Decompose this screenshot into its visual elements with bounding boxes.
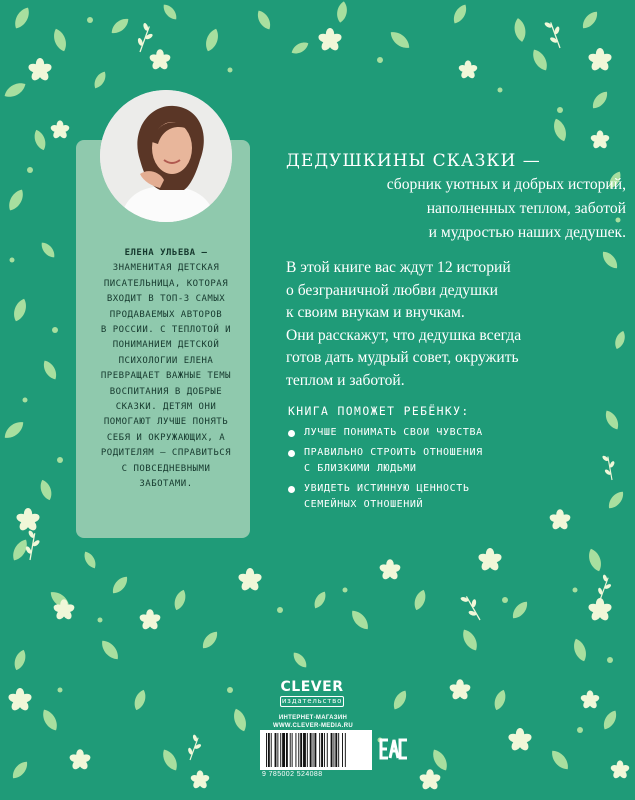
leaf-shape [529, 47, 550, 73]
leaf-shape [551, 117, 569, 143]
benefit-line: ЛУЧШЕ ПОНИМАТЬ СВОИ ЧУВСТВА [304, 427, 483, 438]
eac-certification-mark [379, 734, 409, 764]
bio-line: С ПОВСЕДНЕВНЫМИ [121, 463, 211, 474]
barcode-bar [282, 733, 285, 767]
leaf-shape [132, 688, 148, 712]
author-bio [88, 246, 244, 493]
barcode [260, 730, 372, 770]
publisher-logo-subtitle: издательство [281, 697, 343, 705]
barcode-bar [275, 733, 277, 767]
barcode-bar [280, 733, 281, 767]
flower-shape [27, 58, 52, 82]
leaf-shape [290, 40, 311, 57]
barcode-bar [290, 733, 291, 767]
leaf-shape [9, 759, 30, 782]
dot-shape [227, 687, 233, 693]
barcode-bar [321, 733, 323, 767]
leaf-shape [92, 70, 109, 91]
flower-shape [587, 48, 612, 72]
bio-line: СКАЗКИ. ДЕТЯМ ОНИ [115, 402, 217, 413]
description-line: к своим внукам и внучкам. [286, 304, 465, 322]
bio-line: ВХОДИТ В ТОП-3 САМЫХ [106, 294, 226, 305]
leaf-shape [38, 478, 54, 502]
barcode-bar [333, 733, 334, 767]
barcode-bar [303, 733, 306, 767]
sprig-shape [184, 733, 205, 762]
leaf-shape [492, 688, 508, 712]
leaf-shape [459, 627, 480, 653]
shop-label: ИНТЕРНЕТ-МАГАЗИН [278, 715, 348, 721]
leaf-shape [41, 358, 60, 381]
isbn-number: 9 785002 524088 [262, 771, 323, 778]
leaf-shape [429, 747, 450, 773]
barcode-bar [319, 733, 320, 767]
benefits-section [288, 404, 588, 517]
author-portrait-image [100, 90, 232, 222]
dot-shape [498, 88, 503, 93]
barcode-bar [331, 733, 333, 767]
description-line: готов дать мудрый совет, окружить [286, 349, 519, 367]
dot-shape [502, 597, 508, 603]
barcode-bar [338, 733, 339, 767]
barcode-bar [268, 733, 270, 767]
leaf-shape [387, 28, 412, 51]
publisher-logo [270, 680, 354, 710]
benefits-list [288, 425, 588, 514]
benefit-item [288, 425, 588, 442]
bio-line: В РОССИИ. С ТЕПЛОТОЙ И [100, 325, 232, 336]
flower-shape [50, 120, 70, 139]
barcode-bar [342, 733, 343, 767]
leaf-shape [513, 17, 528, 42]
leaf-shape [199, 629, 220, 652]
sprig-shape [459, 590, 487, 623]
lead-line: и мудростью наших дедушек. [428, 224, 626, 242]
leaf-shape [601, 708, 620, 731]
benefit-item [288, 481, 588, 514]
description-line: о безграничной любви дедушки [286, 281, 499, 299]
flower-shape [149, 49, 172, 71]
flower-shape [507, 728, 532, 752]
leaf-shape [5, 187, 26, 213]
barcode-bar [327, 733, 328, 767]
bio-line: РОДИТЕЛЯМ — СПРАВИТЬСЯ [100, 448, 232, 459]
leaf-shape [509, 599, 530, 622]
bio-line: ПРЕВРАЩАЕТ ВАЖНЫЕ ТЕМЫ [100, 371, 232, 382]
barcode-bar [307, 733, 308, 767]
author-name: ЕЛЕНА УЛЬЕВА — [124, 248, 208, 258]
leaf-shape [231, 707, 249, 733]
leaf-shape [109, 574, 130, 597]
leaf-shape [11, 5, 32, 31]
dot-shape [228, 68, 233, 73]
bio-line: ПРОДАВАЕМЫХ АВТОРОВ [109, 309, 223, 320]
flower-shape [237, 568, 262, 592]
dot-shape [377, 57, 383, 63]
dot-shape [23, 398, 28, 403]
leaf-shape [579, 9, 600, 32]
leaf-shape [571, 637, 589, 663]
flower-shape [190, 770, 210, 789]
barcode-bar [313, 733, 314, 767]
leaf-shape [12, 648, 28, 672]
sprig-shape [601, 453, 618, 481]
leaf-shape [391, 688, 410, 711]
book-title: ДЕДУШКИНЫ СКАЗКИ — [286, 151, 541, 171]
flower-shape [590, 130, 610, 149]
leaf-shape [39, 707, 60, 733]
leaf-shape [335, 1, 348, 24]
flower-shape [69, 749, 92, 771]
barcode-bar [335, 733, 337, 767]
dot-shape [52, 327, 58, 333]
benefit-line: СЕМЕЙНЫХ ОТНОШЕНИЙ [304, 499, 424, 510]
barcode-bar [314, 733, 316, 767]
barcode-bar [298, 733, 299, 767]
leaf-shape [109, 15, 132, 36]
barcode-bar [292, 733, 293, 767]
dot-shape [607, 657, 613, 663]
leaf-shape [98, 637, 121, 662]
leaf-shape [2, 79, 28, 100]
leaf-shape [159, 747, 180, 773]
leaf-shape [51, 27, 69, 53]
bio-line: СЕБЯ И ОКРУЖАЮЩИХ, А [106, 432, 226, 443]
lead-line: наполненных теплом, заботой [426, 200, 626, 218]
benefit-line: С БЛИЗКИМИ ЛЮДЬМИ [304, 463, 417, 474]
barcode-bar [286, 733, 288, 767]
bio-line: ПОМОГАЮТ ЛУЧШЕ ПОНЯТЬ [103, 417, 229, 428]
publisher-logo-text: CLEVER [280, 679, 344, 695]
shop-url: WWW.CLEVER-MEDIA.RU [272, 723, 354, 729]
sprig-shape [543, 17, 567, 50]
barcode-bars [260, 730, 372, 770]
dot-shape [27, 167, 33, 173]
flower-shape [458, 60, 478, 79]
leaf-shape [39, 240, 58, 260]
barcode-bar [300, 733, 302, 767]
leaf-shape [605, 489, 626, 512]
description-line: Они расскажут, что дедушка всегда [286, 326, 522, 344]
flower-shape [317, 28, 342, 52]
leaf-shape [291, 650, 310, 670]
barcode-bar [324, 733, 325, 767]
leaf-shape [451, 2, 470, 25]
leaf-shape [161, 2, 180, 22]
bio-line: ЗАБОТАМИ. [139, 479, 193, 490]
flower-shape [610, 760, 630, 779]
sprig-shape [594, 573, 615, 602]
leaf-shape [548, 747, 571, 772]
dot-shape [87, 17, 93, 23]
leaf-shape [589, 89, 610, 112]
book-lead [286, 173, 626, 246]
lead-line: сборник уютных и добрых историй, [386, 176, 626, 193]
leaf-shape [32, 128, 48, 152]
bio-line: ПСИХОЛОГИИ ЕЛЕНА [118, 355, 214, 366]
flower-shape [587, 598, 612, 622]
benefit-item [288, 445, 588, 478]
leaf-shape [11, 297, 29, 323]
barcode-bar [310, 733, 312, 767]
barcode-bar [295, 733, 296, 767]
leaf-shape [172, 588, 188, 612]
flower-shape [15, 508, 40, 532]
author-photo [100, 90, 232, 222]
flower-shape [477, 548, 502, 572]
dot-shape [277, 607, 283, 613]
bio-line: ПИСАТЕЛЬНИЦА, КОТОРАЯ [103, 278, 229, 289]
leaf-shape [586, 547, 604, 573]
dot-shape [557, 107, 563, 113]
leaf-shape [603, 408, 622, 431]
leaf-shape [348, 607, 371, 632]
leaf-shape [255, 8, 274, 31]
dot-shape [10, 258, 15, 263]
dot-shape [577, 727, 583, 733]
dot-shape [98, 618, 103, 623]
bio-line: ПОНИМАНИЕМ ДЕТСКОЙ [112, 340, 220, 351]
leaf-shape [1, 418, 26, 441]
flower-shape [7, 688, 32, 712]
description-line: теплом и заботой. [286, 371, 405, 389]
description-line: В этой книге вас ждут 12 историй [286, 259, 511, 276]
bio-line: ЗНАМЕНИТАЯ ДЕТСКАЯ [112, 263, 220, 274]
barcode-bar [266, 733, 267, 767]
leaf-shape [203, 27, 221, 53]
benefit-line: ПРАВИЛЬНО СТРОИТЬ ОТНОШЕНИЯ [304, 446, 483, 458]
flower-shape [580, 690, 600, 709]
barcode-bar [277, 733, 278, 767]
leaf-shape [412, 588, 428, 612]
leaf-shape [312, 590, 329, 611]
barcode-bar [345, 733, 346, 767]
sprig-shape [133, 21, 157, 54]
flower-shape [449, 679, 472, 701]
flower-shape [419, 769, 442, 791]
dot-shape [58, 688, 63, 693]
online-shop-info [258, 714, 368, 730]
leaf-shape [82, 550, 99, 571]
barcode-bar [271, 733, 272, 767]
bio-line: ВОСПИТАНИЯ В ДОБРЫЕ [109, 386, 223, 397]
flower-shape [379, 559, 402, 581]
dot-shape [343, 588, 348, 593]
benefits-title: КНИГА ПОМОЖЕТ РЕБЁНКУ: [288, 404, 470, 418]
benefit-line: УВИДЕТЬ ИСТИННУЮ ЦЕННОСТЬ [304, 482, 470, 494]
flower-shape [139, 609, 162, 631]
dot-shape [573, 588, 578, 593]
book-description [286, 257, 626, 393]
dot-shape [57, 457, 63, 463]
